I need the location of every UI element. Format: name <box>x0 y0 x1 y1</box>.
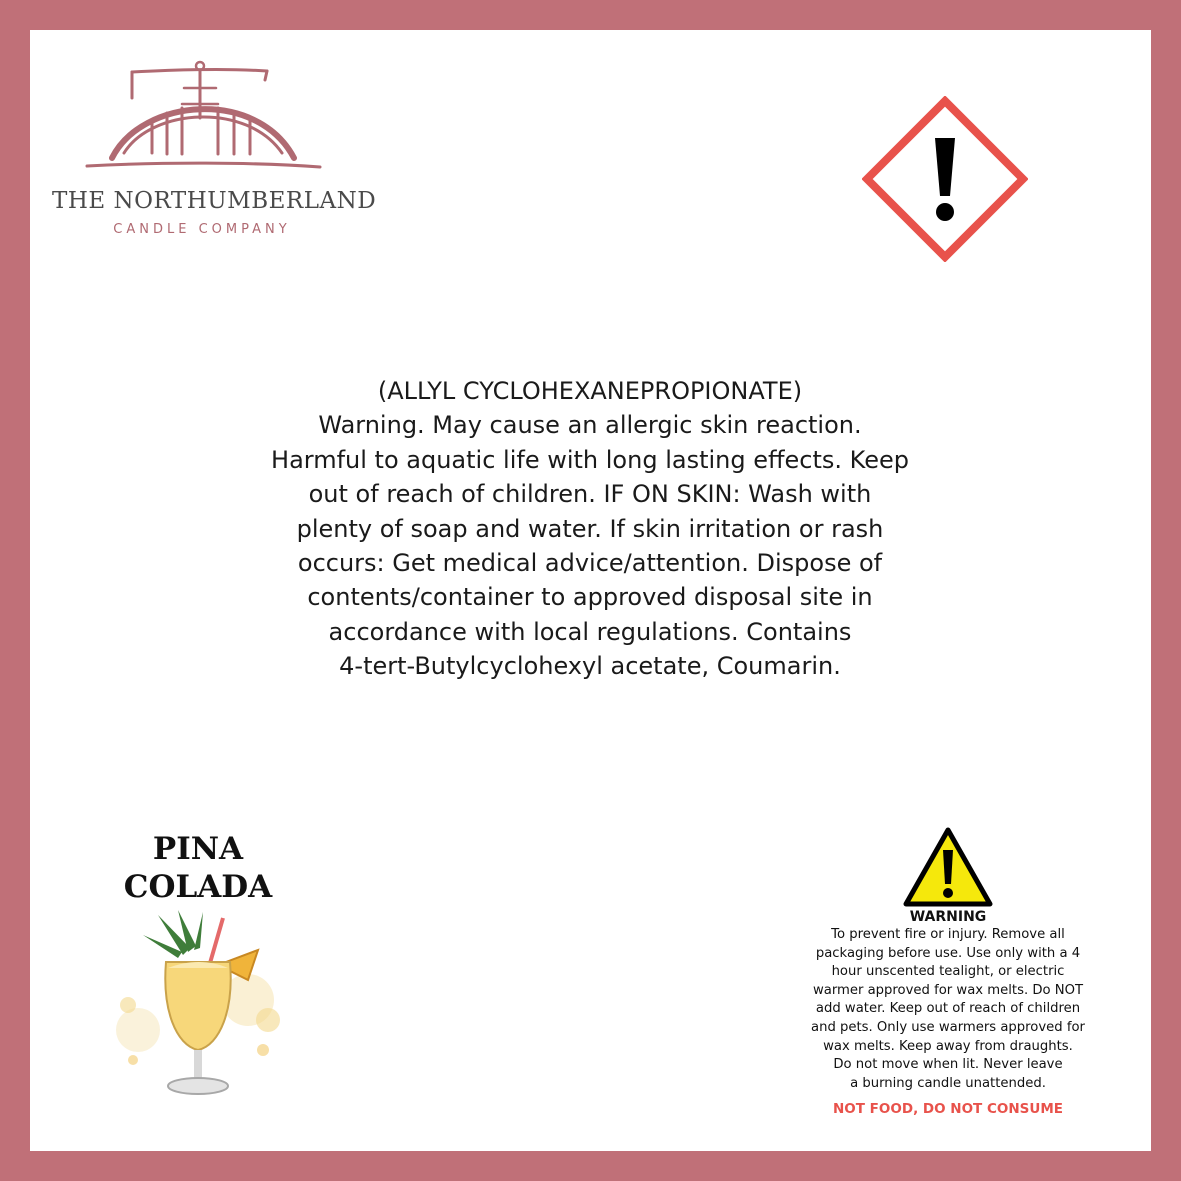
brand-name: THE NORTHUMBERLAND <box>52 188 377 214</box>
label-card <box>30 30 1151 1151</box>
bridge-logo-icon <box>82 58 322 173</box>
safety-warning <box>778 826 1118 1117</box>
not-food-warning: NOT FOOD, DO NOT CONSUME <box>833 1101 1063 1118</box>
product-name: PINA COLADA <box>123 831 273 905</box>
pina-colada-cocktail-illustration <box>98 910 298 1105</box>
warning-body: To prevent fire or injury. Remove all packaging before use. Use only with a 4 hour unscented tealight, or electric warmer approved for wax melts. Do NOT add water. Keep out of reach of children and pets. Only use warmers approved for wax melts. Keep away from draughts. Do not move when lit. Never leave a burning candle unattended. <box>811 927 1085 1091</box>
hazard-statement: (ALLYL CYCLOHEXANEPROPIONATE) Warning. May cause an allergic skin reaction. Harmful to aquatic life with long lasting effects. Keep out of reach of children. IF ON SKIN: Wash with plenty of soap and water. If skin irritation or rash occurs: Get medical advice/attention. Dispose of contents/container to approved disposal site in accordance with local regulations. Contains 4-tert-Butylcyclohexyl acetate, Coumarin. <box>271 377 909 681</box>
warning-title: WARNING <box>909 909 987 925</box>
brand-logo <box>52 58 377 238</box>
brand-tagline: CANDLE COMPANY <box>113 222 291 237</box>
warning-triangle-icon <box>902 826 994 908</box>
exclamation-mark-diamond-icon <box>862 96 1028 262</box>
